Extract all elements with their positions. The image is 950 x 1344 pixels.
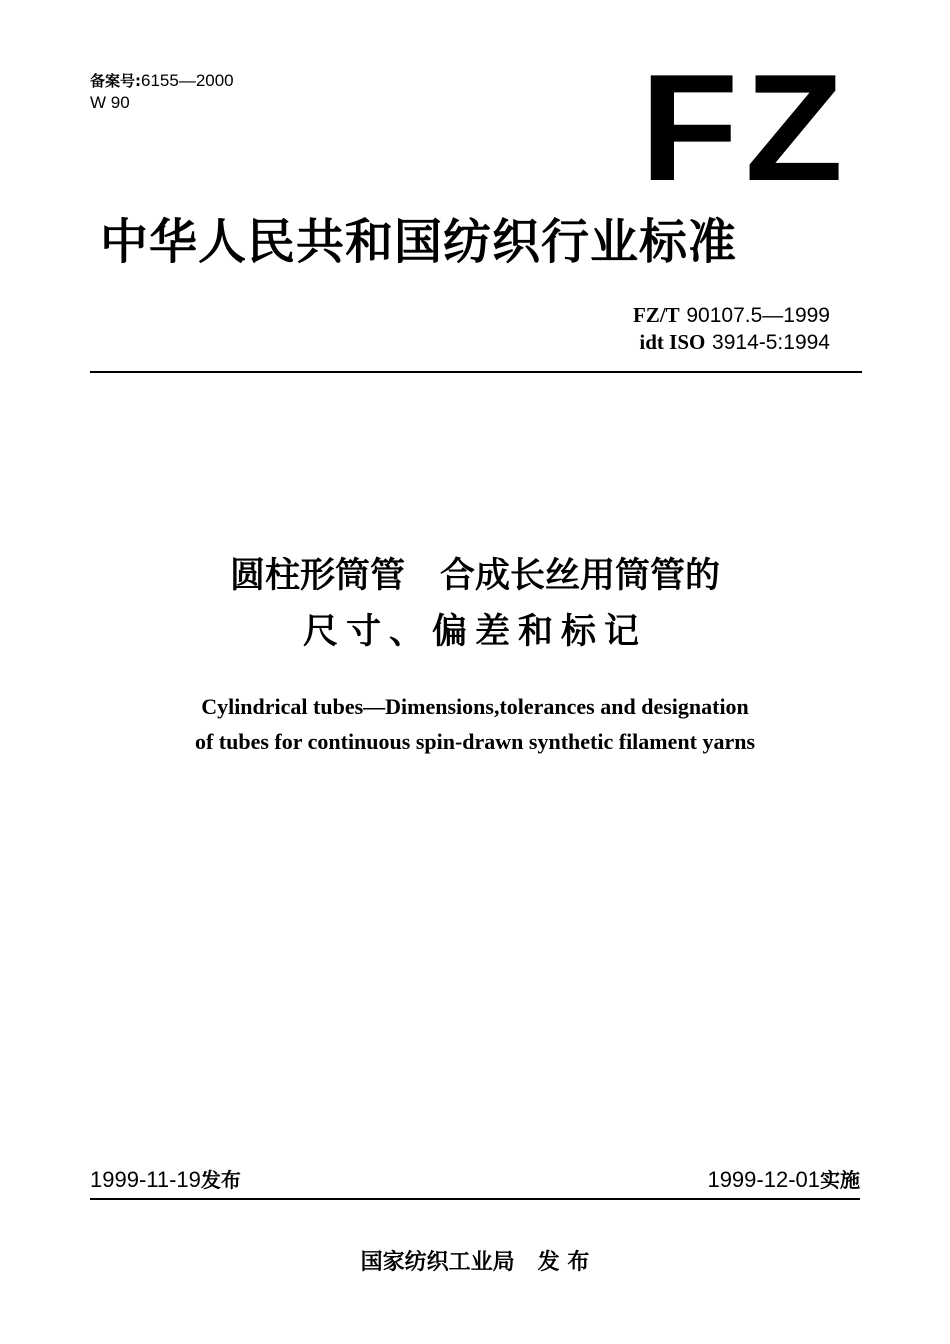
effective-label: 实施 [820, 1168, 860, 1192]
issue-label: 发布 [200, 1168, 241, 1192]
record-number-line [90, 70, 234, 92]
english-title-line-1: Cylindrical tubes—Dimensions,tolerances and designation [201, 694, 749, 719]
footer-divider [90, 1198, 860, 1200]
standard-prefix: FZ/T [632, 303, 680, 327]
filing-info [90, 70, 234, 114]
issue-date: 1999-11-19 [90, 1167, 201, 1192]
idt-prefix: idt ISO [639, 330, 706, 354]
chinese-title-line-2: 尺寸、偏差和标记 [302, 612, 647, 652]
issue-date-block [90, 1165, 241, 1196]
english-title-line-2: of tubes for continuous spin-drawn synthetic filament yarns [194, 729, 756, 754]
header-divider [90, 371, 862, 373]
standard-category-title: 中华人民共和国纺织行业标准 [100, 214, 738, 270]
record-number: 6155—2000 [141, 71, 234, 90]
idt-reference [560, 329, 830, 356]
fz-logo: FZ [640, 43, 850, 213]
issuer-action: 发 布 [537, 1250, 590, 1275]
standard-code: 90107.5—1999 [686, 304, 830, 327]
idt-code: 3914-5:1994 [712, 331, 830, 354]
standard-number-block [560, 302, 830, 356]
chinese-title-line-1: 圆柱形筒管 合成长丝用筒管的 [229, 556, 720, 596]
standard-number [560, 302, 830, 329]
effective-date: 1999-12-01 [707, 1167, 820, 1192]
issuer-line [75, 1248, 875, 1278]
effective-date-block [707, 1165, 860, 1196]
classification-code: W 90 [90, 93, 130, 112]
record-number-label: 备案号: [90, 72, 141, 90]
issuer-name: 国家纺织工业局 [360, 1250, 515, 1275]
